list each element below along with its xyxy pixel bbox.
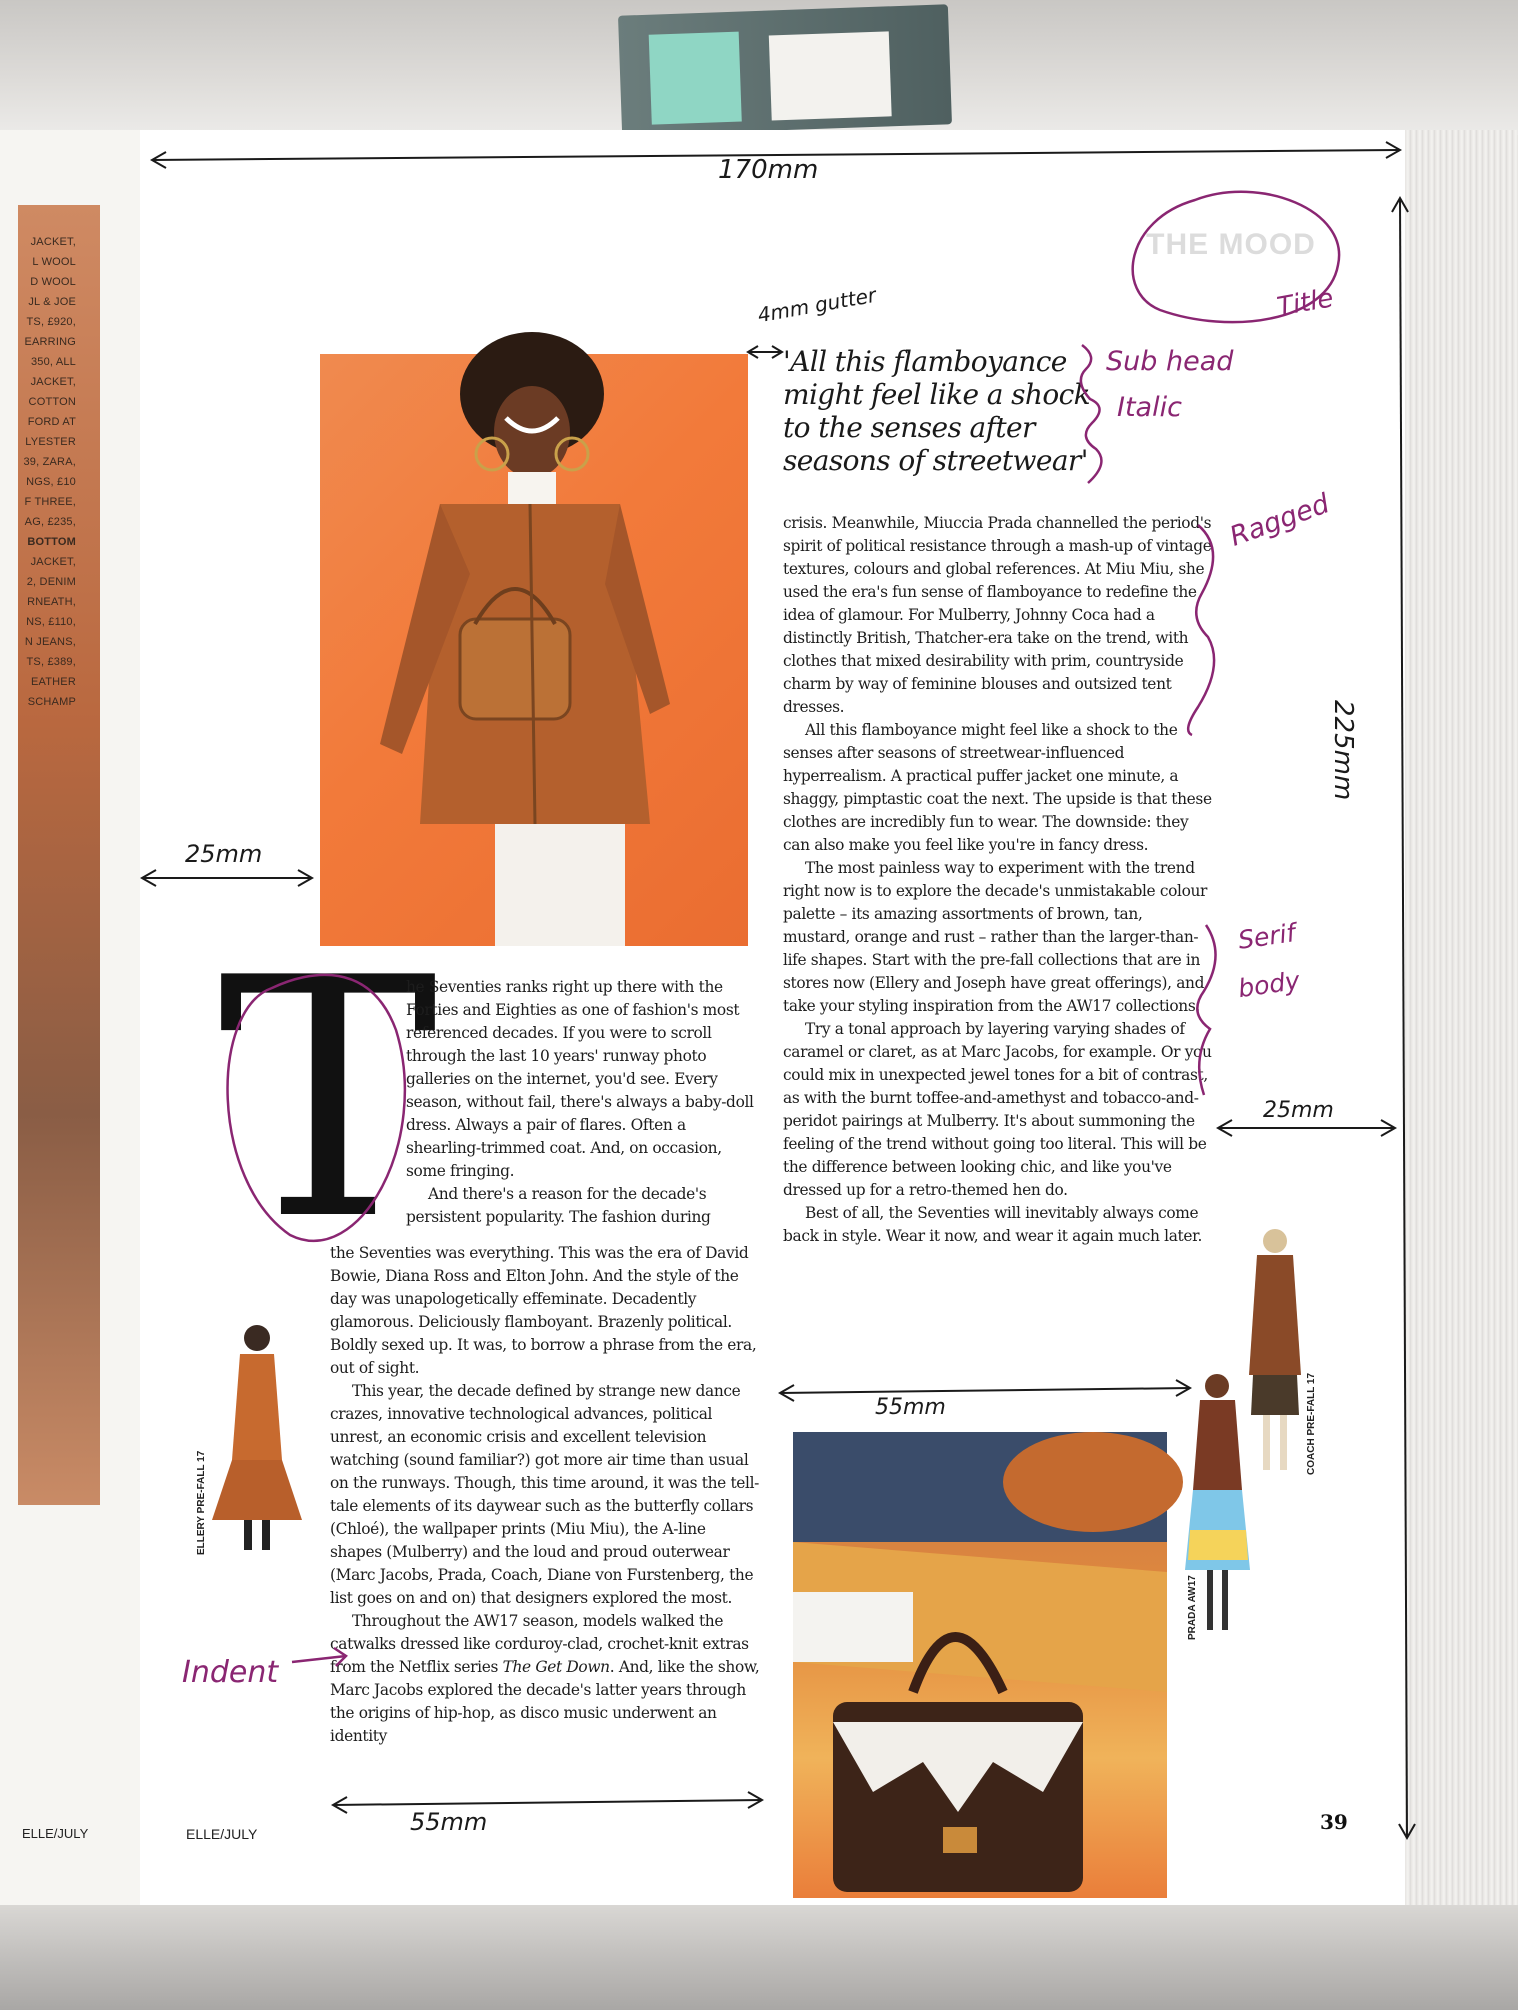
column-right-arrow-line bbox=[780, 1388, 1190, 1393]
annotation-serif: Serif bbox=[1236, 918, 1298, 955]
previous-page-folio: ELLE/JULY bbox=[22, 1826, 89, 1841]
body-paragraph: the Seventies was everything. This was the era of David Bowie, Diana Ross and Elton John. And the style of the day was unapologetically effeminate. Decadently glamorous. Deliciously flamboyant. Brazenly political. Boldly sexed up. It was, to borrow a phrase from the era, out of sight. bbox=[330, 1244, 757, 1377]
show-title: The Get Down bbox=[502, 1658, 610, 1676]
annotation-margin-right: 25mm bbox=[1263, 1098, 1334, 1123]
credit-line: TS, £920, bbox=[26, 316, 76, 328]
credit-line: FORD AT bbox=[27, 416, 76, 428]
column-left-arrow-line bbox=[333, 1800, 762, 1805]
caption-prada: PRADA AW17 bbox=[1187, 1575, 1198, 1640]
body-text: . And, like the show, Marc Jacobs explored the decade's latter years through the origins of hip-hop, as disco music underwent an identity bbox=[330, 1658, 760, 1745]
indent-arrow-line bbox=[292, 1656, 346, 1662]
credit-line: JACKET, bbox=[30, 376, 76, 388]
credit-line: 2, DENIM bbox=[26, 576, 76, 588]
annotation-body: body bbox=[1236, 965, 1302, 1004]
annotation-height: 225mm bbox=[1328, 700, 1358, 801]
annotation-gutter: 4mm gutter bbox=[755, 282, 878, 328]
section-title: THE MOOD bbox=[1146, 228, 1316, 261]
credit-line: EARRING bbox=[24, 336, 76, 348]
pull-quote: 'All this flamboyance might feel like a shock to the senses after seasons of streetwear' bbox=[783, 345, 1091, 477]
caption-coach: COACH PRE-FALL 17 bbox=[1306, 1372, 1317, 1475]
serif-bracket bbox=[1197, 925, 1215, 1095]
body-paragraph: Best of all, the Seventies will inevitably always come back in style. Wear it now, and wear it again much later. bbox=[783, 1204, 1202, 1245]
credit-line: NS, £110, bbox=[26, 616, 76, 628]
annotation-margin-left: 25mm bbox=[185, 840, 263, 868]
page-folio: ELLE/JULY bbox=[186, 1826, 258, 1842]
body-paragraph: This year, the decade defined by strange new dance crazes, innovative technological advances, political unrest, an economic crisis and excellent television watching (sound familiar?) got more air time than usual on the runways. Though, this time around, it was the tell-tale elements of its daywear such as the butterfly collars (Chloé), the wallpaper prints (Miu Miu), the A-line shapes (Mulberry) and the loud and proud outerwear (Marc Jacobs, Prada, Coach, Diane von Furstenberg, the list goes on and on) that designers explored the most. bbox=[330, 1382, 760, 1607]
credit-line: L WOOL bbox=[32, 256, 76, 268]
ragged-bracket bbox=[1188, 525, 1214, 735]
drop-cap-letter: T bbox=[217, 908, 439, 1292]
drop-cap-circle bbox=[228, 975, 405, 1241]
annotation-title: Title bbox=[1274, 283, 1336, 323]
body-paragraph: The most painless way to experiment with the trend right now is to explore the decade's unmistakable colour palette – its amazing assortments of brown, tan, mustard, orange and rust – rather than the larger-than-life shapes. Start with the pre-fall collections that are in stores now (Ellery and Joseph have great offerings), and take your styling inspiration from the AW17 collections. bbox=[783, 859, 1208, 1015]
height-arrow-line bbox=[1400, 198, 1407, 1838]
annotation-ragged: Ragged bbox=[1225, 488, 1334, 553]
annotation-indent: Indent bbox=[182, 1655, 279, 1690]
credit-line: 350, ALL bbox=[30, 356, 76, 368]
credit-line: JACKET, bbox=[30, 236, 76, 248]
credit-line: NGS, £10 bbox=[26, 476, 76, 488]
credit-line: BOTTOM bbox=[27, 536, 76, 548]
credit-line: JL & JOE bbox=[28, 296, 76, 308]
body-paragraph: he Seventies ranks right up there with the Forties and Eighties as one of fashion's most referenced decades. If you were to scroll through the last 10 years' runway photo galleries on the internet, you'd see. Every season, without fail, there's always a baby-doll dress. Always a pair of flares. Often a shearling-trimmed coat. And, on occasion, some fringing. bbox=[406, 978, 754, 1180]
body-paragraph: And there's a reason for the decade's persistent popularity. The fashion during bbox=[406, 1185, 711, 1226]
credit-line: RNEATH, bbox=[27, 596, 76, 608]
subhead-bracket bbox=[1081, 345, 1102, 483]
credit-line: EATHER bbox=[30, 676, 76, 688]
credit-line: SCHAMP bbox=[27, 696, 76, 708]
body-paragraph: All this flamboyance might feel like a shock to the senses after seasons of streetwear-influenced hyperrealism. A practical puffer jacket one minute, a shaggy, pimptastic coat the next. The upside is that these clothes are incredibly fun to wear. The downside: they can also make you feel like you're in fancy dress. bbox=[783, 721, 1212, 854]
annotation-width: 170mm bbox=[718, 155, 819, 185]
annotation-column-left: 55mm bbox=[410, 1808, 488, 1836]
credit-line: TS, £389, bbox=[26, 656, 76, 668]
annotation-column-right: 55mm bbox=[875, 1395, 946, 1420]
credit-line: JACKET, bbox=[30, 556, 76, 568]
credit-line: COTTON bbox=[28, 396, 76, 408]
caption-ellery: ELLERY PRE-FALL 17 bbox=[196, 1450, 207, 1555]
annotation-subhead: Sub head bbox=[1106, 346, 1234, 377]
credit-line: F THREE, bbox=[24, 496, 76, 508]
body-paragraph: crisis. Meanwhile, Miuccia Prada channelled the period's spirit of political resistance through a mash-up of vintage textures, colours and global references. At Miu Miu, she used the era's fun sense of flamboyance to redefine the idea of glamour. For Mulberry, Johnny Coca had a distinctly British, Thatcher-era take on the trend, with clothes that mixed desirability with prim, countryside charm by way of feminine blouses and outsized tent dresses. bbox=[783, 514, 1212, 716]
body-paragraph: Try a tonal approach by layering varying shades of caramel or claret, as at Marc Jacobs, for example. Or you could mix in unexpected jewel tones for a bit of contrast, as with the burnt toffee-and-amethyst and tobacco-and-peridot pairings at Mulberry. It's about summoning the feeling of the trend without going too literal. This will be the difference between looking chic, and like you've dressed up for a retro-themed hen do. bbox=[783, 1020, 1212, 1199]
credit-line: N JEANS, bbox=[24, 636, 76, 648]
page-number: 39 bbox=[1320, 1810, 1348, 1834]
credit-line: 39, ZARA, bbox=[23, 456, 76, 468]
body-text: Throughout the AW17 season, models walked the catwalks dressed like corduroy-clad, crochet-knit extras from the Netflix series bbox=[330, 1612, 749, 1676]
annotation-italic: Italic bbox=[1117, 392, 1182, 423]
credit-line: LYESTER bbox=[25, 436, 76, 448]
credit-line: D WOOL bbox=[30, 276, 76, 288]
credit-line: AG, £235, bbox=[24, 516, 76, 528]
